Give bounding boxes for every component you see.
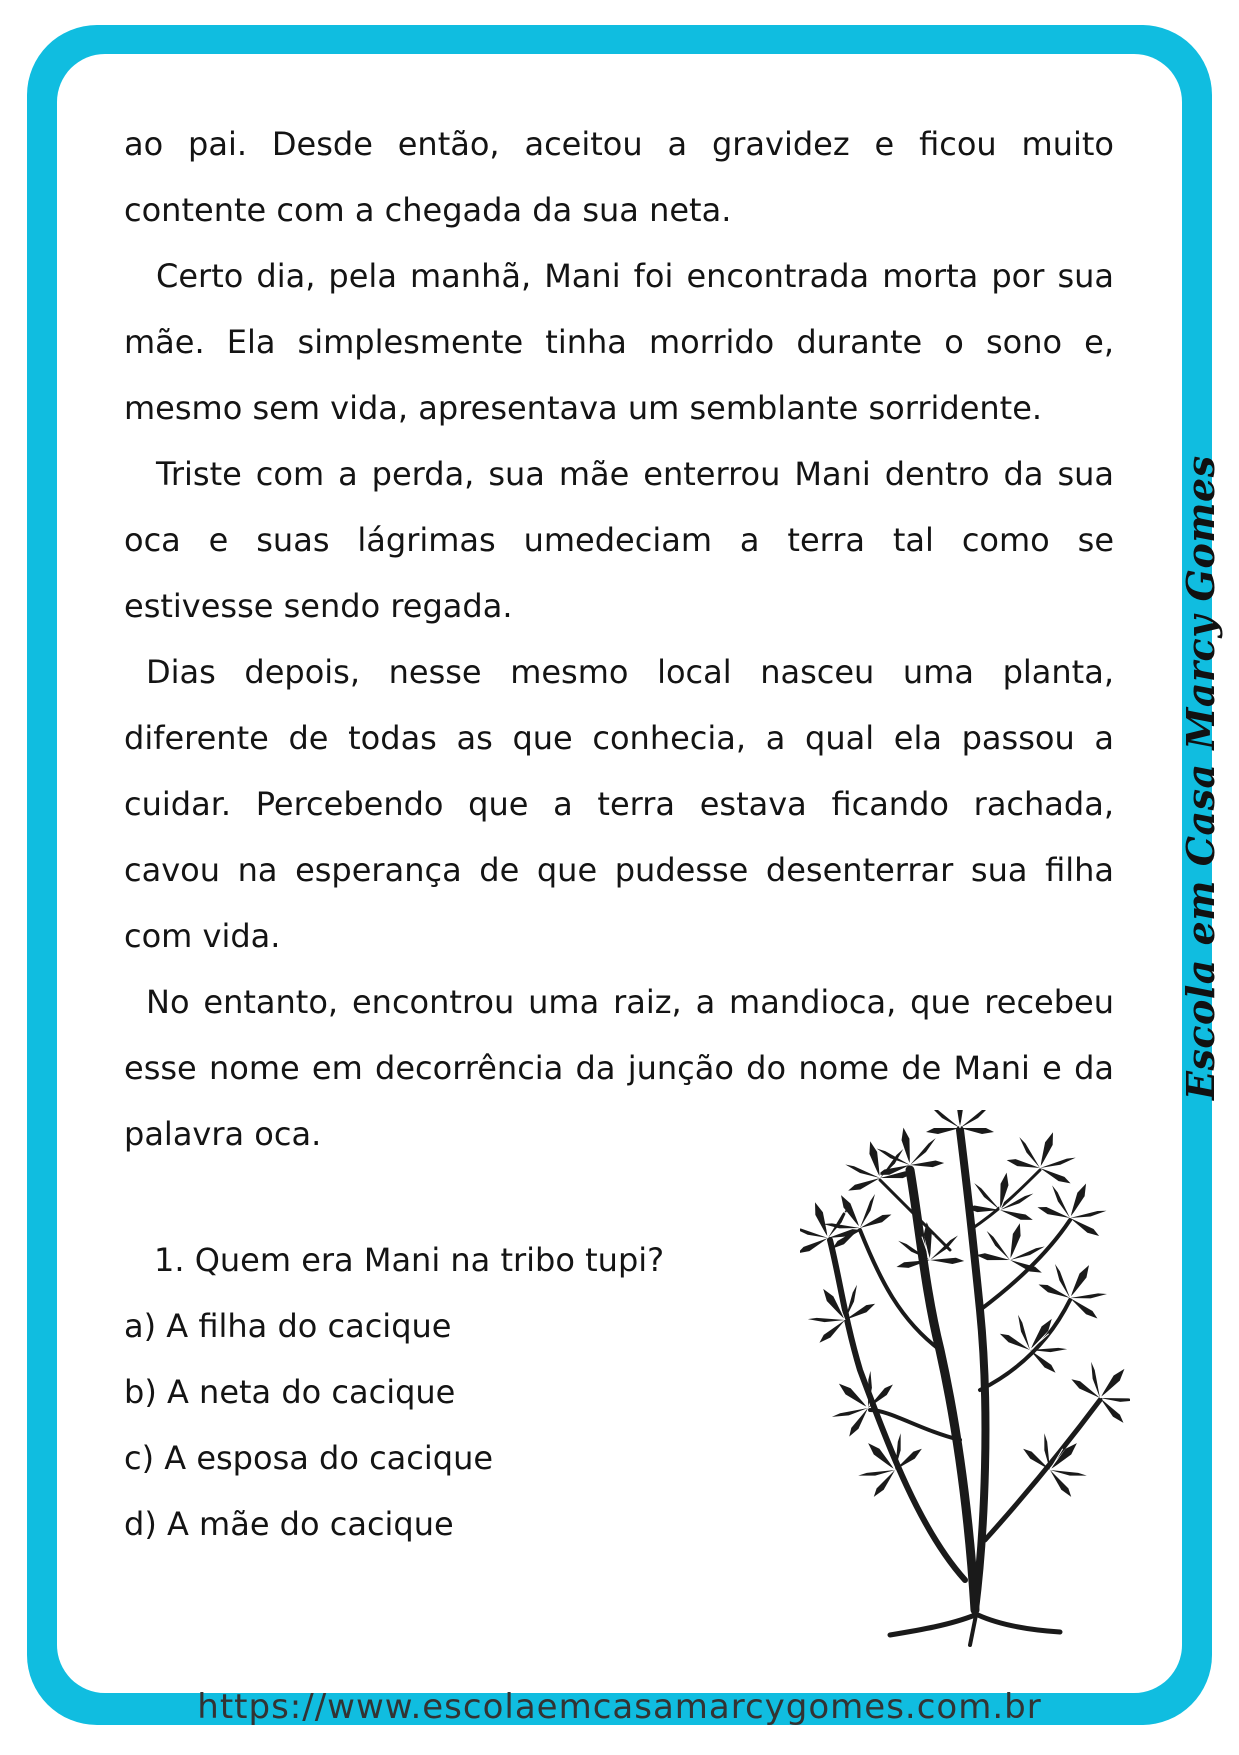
question-title: 1. Quem era Mani na tribo tupi? <box>154 1241 665 1279</box>
story-text <box>124 111 1114 1167</box>
paragraph: No entanto, encontrou uma raiz, a mandioca, que recebeu esse nome em decorrência da junção do nome de Mani e da palavra oca. <box>124 983 1114 1153</box>
answer-option-a: a) A filha do cacique <box>124 1307 452 1345</box>
cassava-plant-illustration <box>800 1110 1130 1650</box>
answer-option-d: d) A mãe do cacique <box>124 1505 454 1543</box>
answer-option-c: c) A esposa do cacique <box>124 1439 494 1477</box>
question-block <box>124 1227 744 1557</box>
side-brand-label: Escola em Casa Marcy Gomes <box>1178 455 1223 1100</box>
paragraph: Certo dia, pela manhã, Mani foi encontrada morta por sua mãe. Ela simplesmente tinha morrido durante o sono e, mesmo sem vida, apresentava um semblante sorridente. <box>124 257 1114 427</box>
paragraph: Triste com a perda, sua mãe enterrou Mani dentro da sua oca e suas lágrimas umedeciam a terra tal como se estivesse sendo regada. <box>124 455 1114 625</box>
paragraph: Dias depois, nesse mesmo local nasceu uma planta, diferente de todas as que conhecia, a qual ela passou a cuidar. Percebendo que a terra estava ficando rachada, cavou na esperança de que pudesse desenterrar sua filha com vida. <box>124 653 1114 955</box>
answer-option-b: b) A neta do cacique <box>124 1373 456 1411</box>
footer-url[interactable]: https://www.escolaemcasamarcygomes.com.br <box>197 1687 1042 1727</box>
paragraph: ao pai. Desde então, aceitou a gravidez e ficou muito contente com a chegada da sua neta. <box>124 125 1114 229</box>
